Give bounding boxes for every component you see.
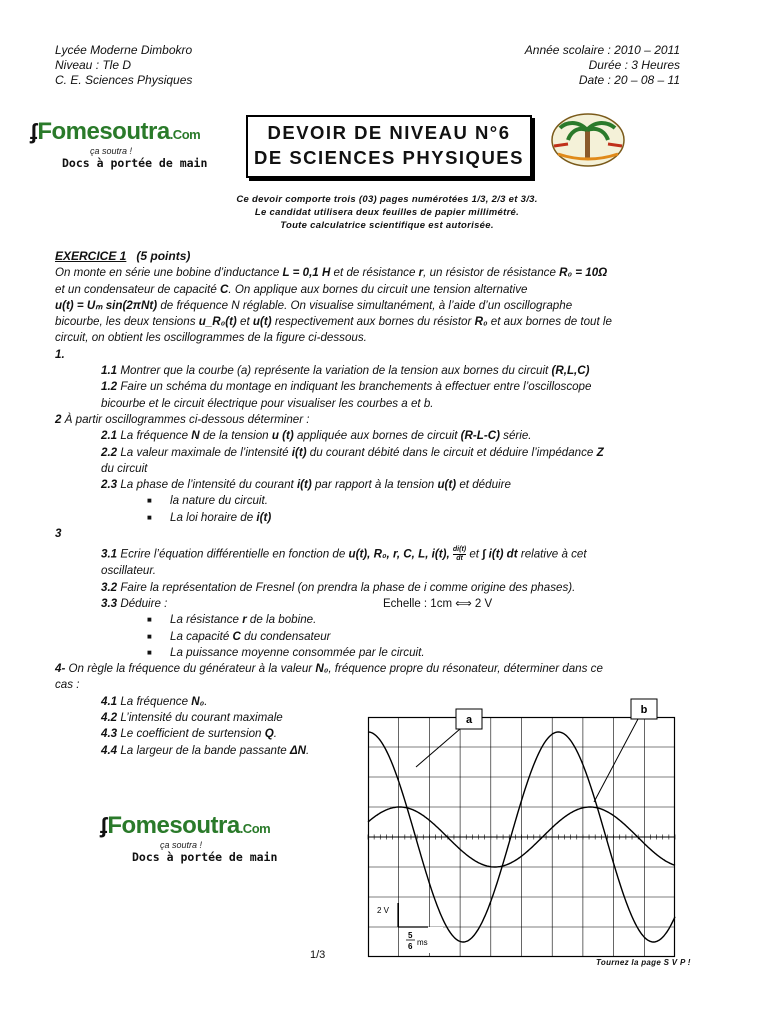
logo-swoosh-icon: ʄ (30, 119, 38, 144)
bullet-puissance: ■ La puissance moyenne consommée par le circuit. (55, 645, 715, 661)
school-emblem-icon (548, 108, 628, 168)
label-b: b (640, 704, 648, 716)
bullet-loi-horaire: ■ La loi horaire de i(t) (55, 510, 715, 526)
question-3-3: 3.3 Déduire : (101, 596, 168, 610)
question-1-1: 1.1 Montrer que la courbe (a) représente la variation de la tension aux bornes du circuit (R,L,C) (101, 364, 590, 378)
bullet-icon: ■ (147, 647, 152, 657)
fomesoutra-logo-bottom: ʄFomesoutra.Com ça soutra ! Docs à portée de main (100, 812, 278, 864)
question-2: 2 À partir oscillogrammes ci-dessous déterminer : (55, 412, 310, 426)
duration: Durée : 3 Heures (588, 58, 680, 72)
scale-v-label: 2 V (377, 906, 390, 915)
intro-line-2: et un condensateur de capacité C. On applique aux bornes du circuit une tension alternative (55, 282, 528, 296)
question-2-1: 2.1 La fréquence N de la tension u (t) appliquée aux bornes de circuit (R-L-C) série. (101, 429, 532, 443)
question-3-2: 3.2 Faire la représentation de Fresnel (on prendra la phase de i comme origine des phases). (101, 580, 576, 594)
bullet-capacite: ■ La capacité C du condensateur (55, 629, 715, 645)
fomesoutra-logo-top: ʄFomesoutra.Com ça soutra ! Docs à portée de main (30, 118, 208, 170)
question-2-2: 2.2 La valeur maximale de l’intensité i(t) du courant débité dans le circuit et déduire l’impédance Z (101, 445, 604, 459)
intro-line-5: circuit, on obtient les oscillogrammes de la figure ci-dessous. (55, 331, 367, 345)
question-2-3: 2.3 La phase de l’intensité du courant i(t) par rapport à la tension u(t) et déduire (101, 478, 511, 492)
department: C. E. Sciences Physiques (55, 73, 193, 87)
bullet-icon: ■ (147, 496, 152, 506)
header-right (500, 43, 680, 88)
intro-line-4: bicourbe, les deux tensions u_R₀(t) et u(t) respectivement aux bornes du résistor R₀ et aux bornes de tout le (55, 315, 612, 329)
exercise-heading: EXERCICE 1 (5 points) (55, 249, 191, 263)
question-4: 4- On règle la fréquence du générateur à la valeur N₀, fréquence propre du résonateur, déterminer dans ce (55, 662, 603, 676)
scale-t-num: 5 (408, 931, 413, 940)
oscillogram-chart (368, 704, 675, 957)
exam-instructions: Ce devoir comporte trois (03) pages numérotées 1/3, 2/3 et 3/3. Le candidat utilisera deux feuilles de papier millimétré. Toute calculatrice scientifique est autorisée. (236, 194, 538, 231)
question-4-1: 4.1 La fréquence N₀. (101, 694, 208, 708)
bullet-resistance: ■ La résistance r de la bobine. (55, 612, 715, 628)
logo-swoosh-icon: ʄ (100, 813, 108, 838)
question-4-3: 4.3 Le coefficient de surtension Q. (101, 727, 277, 741)
level: Niveau : Tle D (55, 58, 132, 72)
turn-page-note: Tournez la page S V P ! (596, 958, 691, 967)
date: Date : 20 – 08 – 11 (578, 73, 680, 87)
bullet-icon: ■ (147, 615, 152, 625)
bullet-nature: ■ la nature du circuit. (55, 493, 715, 509)
question-4-2: 4.2 L’intensité du courant maximale (101, 711, 283, 725)
scale-t-unit: ms (417, 938, 428, 947)
exercise-body (55, 248, 715, 759)
intro-line-3: u(t) = Uₘ sin(2πNt) de fréquence N réglable. On visualise simultanément, à l’aide d’un oscillographe (55, 298, 573, 312)
header-left (55, 43, 192, 88)
question-3: 3 (55, 527, 62, 541)
question-1: 1. (55, 347, 65, 361)
echelle-scale: Echelle : 1cm ⟺ 2 V (383, 598, 493, 610)
derivative-fraction: $\frac{di(t)}{dt}$ (452, 546, 467, 563)
question-2-2-cont: du circuit (101, 461, 148, 475)
bullet-icon: ■ (147, 512, 152, 522)
question-3-1-cont: oscillateur. (101, 564, 156, 578)
scale-t-den: 6 (408, 942, 413, 951)
label-a: a (465, 714, 473, 726)
question-1-2: 1.2 Faire un schéma du montage en indiquant les branchements à effectuer entre l’oscilloscope (101, 380, 592, 394)
bullet-icon: ■ (147, 631, 152, 641)
question-4-cont: cas : (55, 678, 80, 692)
page-number: 1/3 (310, 949, 326, 961)
intro-line-1: On monte en série une bobine d’inductance L = 0,1 H et de résistance r, un résistor de résistance R₀ = 10Ω (55, 266, 608, 280)
question-1-2-cont: bicourbe et le circuit électrique pour visualiser les courbes a et b. (101, 396, 434, 410)
school-year: Année scolaire : 2010 – 2011 (524, 43, 680, 57)
exam-title: DEVOIR DE NIVEAU N°6 DE SCIENCES PHYSIQUES (246, 115, 532, 178)
question-3-1: 3.1 Ecrire l’équation différentielle en fonction de u(t), R₀, r, C, L, i(t), $\frac{di(t)}{dt}$ et ∫ i(t) dt relative à cet (101, 546, 587, 563)
school-name: Lycée Moderne Dimbokro (55, 43, 193, 57)
question-4-4: 4.4 La largeur de la bande passante ΔN. (101, 743, 310, 757)
